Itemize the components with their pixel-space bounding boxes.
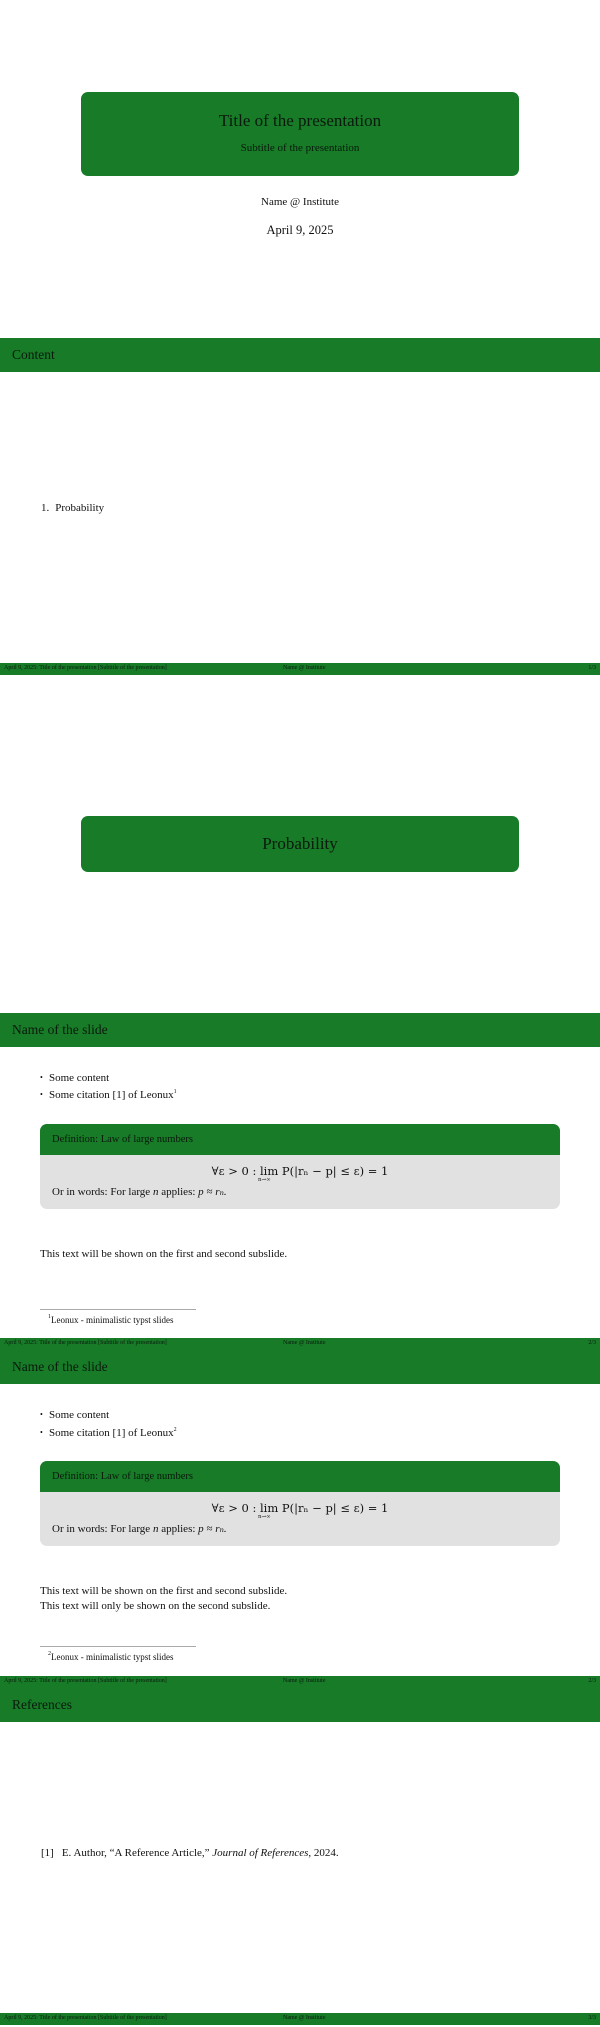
footnote-divider — [40, 1309, 196, 1310]
footer-left: April 9, 2025: Title of the presentation [Subtitle of the presentation] — [4, 1677, 167, 1684]
footer-center: Name @ Institute — [283, 665, 326, 671]
author: Name @ Institute — [261, 196, 339, 208]
section-block — [81, 816, 519, 872]
footer-center: Name @ Institute — [283, 1677, 326, 1684]
definition-title: Definition: Law of large numbers — [40, 1124, 560, 1155]
body-text: This text will be shown on the first and second subslide. This text will only be shown on the second subslide. — [40, 1585, 288, 1612]
page-number: 2/3 — [588, 1677, 596, 1684]
definition-words: Or in words: For large n applies: p ≈ rₙ. — [52, 1185, 227, 1198]
formula: ∀ε > 0 : lim n→∞ P(|rₙ − p| ≤ ε) = 1 — [211, 1163, 389, 1183]
footnote: $^2$Leonux - minimalistic typst slides — [48, 1651, 174, 1662]
definition-box — [40, 1461, 560, 1546]
toc-label: Probability — [55, 501, 105, 514]
footer-center: Name @ Institute — [283, 1340, 326, 1346]
body-text: This text will be shown on the first and second subslide. — [40, 1247, 288, 1260]
slide-header — [0, 1688, 600, 1722]
slide-header — [0, 338, 600, 372]
slide-footer — [0, 2013, 600, 2025]
page-number: 1/3 — [588, 665, 596, 671]
slide-footer — [0, 1338, 600, 1350]
footnote-mark[interactable]: 2 — [173, 1426, 177, 1433]
reference-entry: [1] E. Author, “A Reference Article,” Journal of References, 2024. — [41, 1846, 339, 1859]
footnote-mark[interactable]: 1 — [173, 1089, 177, 1095]
bullet-item: • Some citation [1] of Leonux$^2$ — [40, 1423, 177, 1441]
content-slide-subslide-1 — [0, 1013, 600, 1351]
footnote: $^1$Leonux - minimalistic typst slides — [48, 1313, 174, 1325]
definition-box — [40, 1124, 560, 1209]
definition-title: Definition: Law of large numbers — [40, 1461, 560, 1492]
footer-center: Name @ Institute — [283, 2015, 326, 2021]
date: April 9, 2025 — [266, 223, 334, 237]
presentation-title: Title of the presentation — [218, 111, 382, 130]
bullet-list — [40, 1071, 177, 1103]
content-slide-subslide-2 — [0, 1350, 600, 1688]
bullet-list — [40, 1408, 177, 1440]
section-slide — [0, 675, 600, 1013]
presentation-subtitle: Subtitle of the presentation — [240, 142, 360, 154]
section-title: Probability — [262, 834, 338, 853]
footer-left: April 9, 2025: Title of the presentation [Subtitle of the presentation] — [4, 2015, 167, 2021]
table-of-contents — [41, 502, 104, 514]
references-slide — [0, 1688, 600, 2026]
slide-footer — [0, 1676, 600, 1688]
toc-number: 1. — [41, 501, 50, 514]
footer-left: April 9, 2025: Title of the presentation [Subtitle of the presentation] — [4, 665, 167, 671]
page-number: 3/3 — [588, 2015, 596, 2021]
footnote-divider — [40, 1646, 196, 1647]
formula: ∀ε > 0 : lim n→∞ P(|rₙ − p| ≤ ε) = 1 — [211, 1501, 389, 1520]
slide-title: Name of the slide — [12, 1021, 108, 1037]
slide-header — [0, 1013, 600, 1047]
slide-footer — [0, 663, 600, 675]
slide-title: References — [12, 1696, 72, 1712]
content-slide — [0, 338, 600, 676]
title-block — [81, 92, 519, 176]
bullet-item: • Some content — [40, 1071, 177, 1086]
page-number: 2/3 — [588, 1340, 596, 1346]
reference-index: [1] — [41, 1846, 54, 1859]
slide-title: Content — [12, 346, 55, 362]
footer-left: April 9, 2025: Title of the presentation [Subtitle of the presentation] — [4, 1340, 167, 1346]
definition-words: Or in words: For large n applies: p ≈ rₙ. — [52, 1523, 227, 1535]
slide-title: Name of the slide — [12, 1359, 108, 1374]
journal-name: Journal of References — [212, 1846, 309, 1859]
slide-header — [0, 1350, 600, 1384]
bullet-item: • Some citation [1] of Leonux$^1$ — [40, 1085, 177, 1103]
toc-item[interactable] — [41, 502, 104, 514]
bullet-item: • Some content — [40, 1408, 177, 1423]
title-slide — [0, 0, 600, 338]
